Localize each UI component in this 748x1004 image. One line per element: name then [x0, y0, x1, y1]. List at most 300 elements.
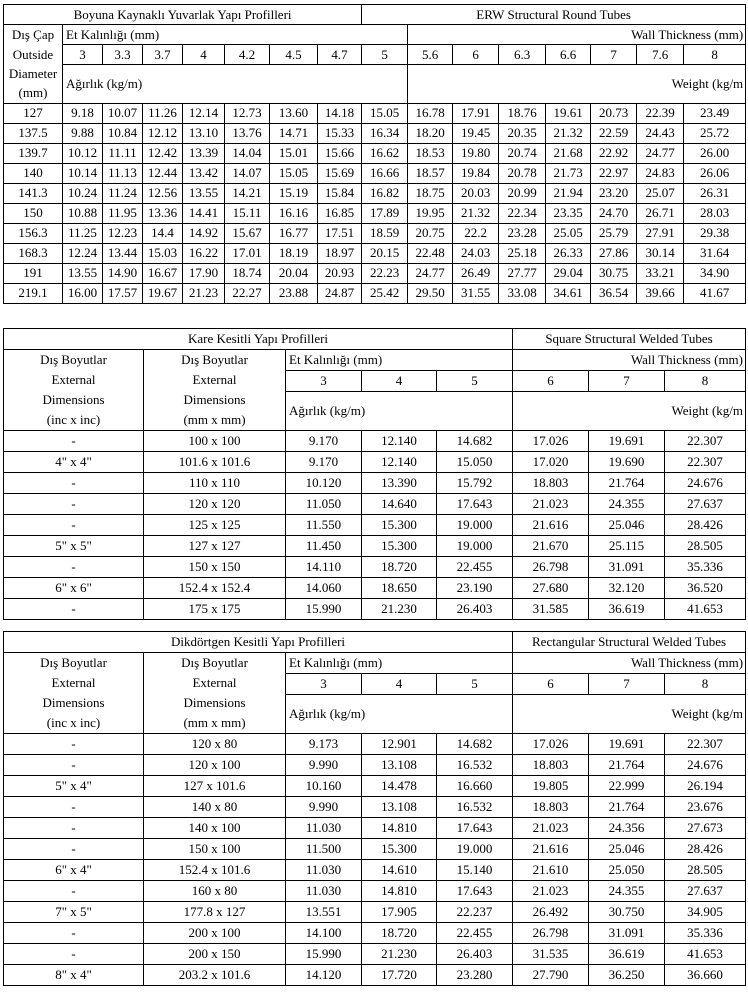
thickness-header-cell: 8 — [665, 674, 746, 695]
square-weight-label-en: Weight (kg/m — [513, 392, 746, 431]
weight-cell: 26.00 — [684, 143, 746, 163]
weight-cell: 12.901 — [362, 734, 437, 755]
weight-cell: 14.478 — [362, 776, 437, 797]
weight-cell: 10.160 — [286, 776, 362, 797]
weight-cell: 25.115 — [589, 536, 665, 557]
weight-cell: 11.24 — [103, 183, 143, 203]
table-row — [4, 734, 746, 755]
header-line: (mm x mm) — [183, 715, 246, 730]
weight-cell: 29.50 — [408, 283, 453, 303]
weight-cell: 15.67 — [225, 223, 270, 243]
weight-cell: 14.682 — [437, 431, 513, 452]
table-row — [4, 163, 746, 183]
weight-cell: 27.673 — [665, 818, 746, 839]
weight-cell: 17.643 — [437, 881, 513, 902]
header-line: (mm x mm) — [183, 412, 246, 427]
weight-cell: 9.173 — [286, 734, 362, 755]
weight-cell: 18.650 — [362, 578, 437, 599]
weight-cell: 24.70 — [591, 203, 637, 223]
mm-dimension-cell: 200 x 100 — [144, 923, 286, 944]
weight-cell: 15.33 — [318, 123, 362, 143]
od-label-line: Diameter — [4, 65, 63, 84]
outside-diameter-cell: 139.7 — [4, 143, 63, 163]
weight-cell: 13.60 — [270, 103, 318, 123]
thickness-header-cell: 4.2 — [225, 45, 270, 65]
weight-cell: 23.35 — [546, 203, 591, 223]
weight-cell: 36.250 — [589, 965, 665, 986]
rect-weight-label-tr: Ağırlık (kg/m) — [286, 695, 513, 734]
outside-diameter-cell: 137.5 — [4, 123, 63, 143]
weight-cell: 30.14 — [637, 243, 684, 263]
weight-cell: 26.71 — [637, 203, 684, 223]
weight-cell: 10.14 — [63, 163, 103, 183]
round-weight-label-en: Weight (kg/m — [408, 65, 746, 104]
weight-cell: 23.28 — [499, 223, 546, 243]
outside-diameter-cell: 191 — [4, 263, 63, 283]
weight-cell: 19.84 — [453, 163, 499, 183]
rect-thickness-label-tr: Et Kalınlığı (mm) — [286, 653, 513, 674]
round-thickness-label-en: Wall Thickness (mm) — [408, 25, 746, 45]
weight-cell: 12.140 — [362, 431, 437, 452]
weight-cell: 22.237 — [437, 902, 513, 923]
rect-thickness-label-en: Wall Thickness (mm) — [513, 653, 746, 674]
weight-cell: 16.660 — [437, 776, 513, 797]
inch-dimension-cell: - — [4, 557, 144, 578]
weight-cell: 15.990 — [286, 599, 362, 620]
square-thickness-label-tr: Et Kalınlığı (mm) — [286, 350, 513, 371]
weight-cell: 21.023 — [513, 818, 589, 839]
inch-dimension-cell: - — [4, 494, 144, 515]
inch-dimension-cell: 5" x 5" — [4, 536, 144, 557]
weight-cell: 24.356 — [589, 818, 665, 839]
inch-dimension-cell: 8" x 4" — [4, 965, 144, 986]
weight-cell: 15.300 — [362, 839, 437, 860]
weight-cell: 29.38 — [684, 223, 746, 243]
weight-cell: 26.403 — [437, 599, 513, 620]
weight-cell: 25.050 — [589, 860, 665, 881]
weight-cell: 17.720 — [362, 965, 437, 986]
weight-cell: 21.73 — [546, 163, 591, 183]
weight-cell: 17.026 — [513, 431, 589, 452]
weight-cell: 19.691 — [589, 431, 665, 452]
weight-cell: 15.300 — [362, 515, 437, 536]
weight-cell: 14.90 — [103, 263, 143, 283]
inch-dimension-cell: - — [4, 818, 144, 839]
weight-cell: 21.764 — [589, 797, 665, 818]
weight-cell: 25.05 — [546, 223, 591, 243]
weight-cell: 26.798 — [513, 557, 589, 578]
weight-cell: 25.42 — [362, 283, 408, 303]
weight-cell: 11.500 — [286, 839, 362, 860]
weight-cell: 15.792 — [437, 473, 513, 494]
table-row — [4, 902, 746, 923]
weight-cell: 14.100 — [286, 923, 362, 944]
weight-cell: 22.307 — [665, 452, 746, 473]
weight-cell: 19.691 — [589, 734, 665, 755]
mm-dimension-cell: 177.8 x 127 — [144, 902, 286, 923]
mm-dimension-cell: 120 x 120 — [144, 494, 286, 515]
table-row — [4, 452, 746, 473]
rectangular-tubes-table — [3, 631, 746, 986]
weight-cell: 14.110 — [286, 557, 362, 578]
weight-cell: 15.19 — [270, 183, 318, 203]
weight-cell: 22.455 — [437, 923, 513, 944]
weight-cell: 11.550 — [286, 515, 362, 536]
weight-cell: 14.04 — [225, 143, 270, 163]
table-row — [4, 881, 746, 902]
table-row — [4, 143, 746, 163]
weight-cell: 20.15 — [362, 243, 408, 263]
weight-cell: 20.04 — [270, 263, 318, 283]
weight-cell: 19.95 — [408, 203, 453, 223]
rect-weight-label-en: Weight (kg/m — [513, 695, 746, 734]
weight-cell: 18.803 — [513, 755, 589, 776]
weight-cell: 35.336 — [665, 557, 746, 578]
weight-cell: 20.73 — [591, 103, 637, 123]
weight-cell: 16.82 — [362, 183, 408, 203]
outside-diameter-cell: 150 — [4, 203, 63, 223]
mm-dimension-cell: 152.4 x 101.6 — [144, 860, 286, 881]
weight-cell: 18.57 — [408, 163, 453, 183]
weight-cell: 25.79 — [591, 223, 637, 243]
weight-cell: 12.24 — [63, 243, 103, 263]
weight-cell: 22.455 — [437, 557, 513, 578]
weight-cell: 11.25 — [63, 223, 103, 243]
weight-cell: 21.94 — [546, 183, 591, 203]
weight-cell: 36.619 — [589, 944, 665, 965]
weight-cell: 15.84 — [318, 183, 362, 203]
weight-cell: 21.230 — [362, 944, 437, 965]
weight-cell: 32.120 — [589, 578, 665, 599]
header-line: Dimensions — [42, 695, 105, 710]
weight-cell: 12.73 — [225, 103, 270, 123]
round-title-tr: Boyuna Kaynaklı Yuvarlak Yapı Profilleri — [4, 5, 362, 25]
weight-cell: 11.11 — [103, 143, 143, 163]
mm-dimension-cell: 120 x 80 — [144, 734, 286, 755]
weight-cell: 18.59 — [362, 223, 408, 243]
weight-cell: 9.170 — [286, 452, 362, 473]
mm-dimension-cell: 127 x 127 — [144, 536, 286, 557]
header-line: Dimensions — [183, 392, 246, 407]
weight-cell: 22.23 — [362, 263, 408, 283]
weight-cell: 27.637 — [665, 494, 746, 515]
inch-dimension-cell: - — [4, 881, 144, 902]
round-title-en: ERW Structural Round Tubes — [362, 5, 746, 25]
mm-dimension-cell: 100 x 100 — [144, 431, 286, 452]
mm-dimension-cell: 175 x 175 — [144, 599, 286, 620]
weight-cell: 18.74 — [225, 263, 270, 283]
weight-cell: 16.77 — [270, 223, 318, 243]
table-row — [4, 797, 746, 818]
weight-cell: 27.91 — [637, 223, 684, 243]
weight-cell: 14.4 — [143, 223, 183, 243]
weight-cell: 17.020 — [513, 452, 589, 473]
weight-cell: 31.091 — [589, 557, 665, 578]
weight-cell: 21.764 — [589, 755, 665, 776]
weight-cell: 21.32 — [453, 203, 499, 223]
thickness-header-cell: 5 — [362, 45, 408, 65]
thickness-header-cell: 5 — [437, 371, 513, 392]
weight-cell: 11.26 — [143, 103, 183, 123]
inch-dimension-cell: - — [4, 797, 144, 818]
weight-cell: 17.90 — [183, 263, 225, 283]
weight-cell: 19.690 — [589, 452, 665, 473]
weight-cell: 14.21 — [225, 183, 270, 203]
weight-cell: 13.36 — [143, 203, 183, 223]
table-row — [4, 860, 746, 881]
mm-dimension-cell: 150 x 100 — [144, 839, 286, 860]
weight-cell: 19.67 — [143, 283, 183, 303]
outside-diameter-cell: 141.3 — [4, 183, 63, 203]
inch-dimension-cell: 5" x 4" — [4, 776, 144, 797]
weight-cell: 13.390 — [362, 473, 437, 494]
mm-dimension-cell: 125 x 125 — [144, 515, 286, 536]
weight-cell: 20.74 — [499, 143, 546, 163]
inch-dimension-cell: - — [4, 734, 144, 755]
header-line: Dış Boyutlar — [40, 655, 107, 670]
weight-cell: 15.69 — [318, 163, 362, 183]
weight-cell: 36.520 — [665, 578, 746, 599]
square-title-tr: Kare Kesitli Yapı Profilleri — [4, 329, 513, 350]
thickness-header-cell: 6 — [513, 371, 589, 392]
inch-dimension-cell: 6" x 6" — [4, 578, 144, 599]
weight-cell: 15.11 — [225, 203, 270, 223]
inch-dimension-cell: - — [4, 431, 144, 452]
table-row — [4, 599, 746, 620]
weight-cell: 20.93 — [318, 263, 362, 283]
table-row — [4, 755, 746, 776]
weight-cell: 19.80 — [453, 143, 499, 163]
thickness-header-cell: 3 — [63, 45, 103, 65]
weight-cell: 18.19 — [270, 243, 318, 263]
header-line: Dış Boyutlar — [181, 352, 248, 367]
weight-cell: 12.23 — [103, 223, 143, 243]
weight-cell: 22.39 — [637, 103, 684, 123]
weight-cell: 26.492 — [513, 902, 589, 923]
header-line: External — [51, 372, 96, 387]
weight-cell: 14.71 — [270, 123, 318, 143]
table-row — [4, 578, 746, 599]
weight-cell: 19.000 — [437, 536, 513, 557]
weight-cell: 28.03 — [684, 203, 746, 223]
mm-dimension-cell: 110 x 110 — [144, 473, 286, 494]
table-row — [4, 818, 746, 839]
weight-cell: 28.426 — [665, 515, 746, 536]
weight-cell: 22.34 — [499, 203, 546, 223]
thickness-header-cell: 7.6 — [637, 45, 684, 65]
weight-cell: 28.505 — [665, 536, 746, 557]
weight-cell: 12.140 — [362, 452, 437, 473]
inch-dimension-cell: 6" x 4" — [4, 860, 144, 881]
table-row — [4, 283, 746, 303]
weight-cell: 23.49 — [684, 103, 746, 123]
weight-cell: 14.810 — [362, 881, 437, 902]
weight-cell: 16.00 — [63, 283, 103, 303]
weight-cell: 12.12 — [143, 123, 183, 143]
weight-cell: 17.89 — [362, 203, 408, 223]
weight-cell: 12.56 — [143, 183, 183, 203]
weight-cell: 9.170 — [286, 431, 362, 452]
thickness-header-cell: 6.6 — [546, 45, 591, 65]
table-row — [4, 473, 746, 494]
weight-cell: 15.66 — [318, 143, 362, 163]
weight-cell: 35.336 — [665, 923, 746, 944]
rect-dim-mm-header — [144, 653, 286, 734]
weight-cell: 28.505 — [665, 860, 746, 881]
table-row — [4, 223, 746, 243]
weight-cell: 18.803 — [513, 797, 589, 818]
weight-cell: 23.676 — [665, 797, 746, 818]
weight-cell: 13.55 — [183, 183, 225, 203]
square-thickness-label-en: Wall Thickness (mm) — [513, 350, 746, 371]
inch-dimension-cell: 7" x 5" — [4, 902, 144, 923]
header-line: (inc x inc) — [46, 412, 101, 427]
weight-cell: 12.42 — [143, 143, 183, 163]
od-label-line: (mm) — [4, 84, 63, 104]
weight-cell: 27.790 — [513, 965, 589, 986]
weight-cell: 41.653 — [665, 599, 746, 620]
weight-cell: 11.13 — [103, 163, 143, 183]
weight-cell: 14.060 — [286, 578, 362, 599]
rect-dim-inch-header — [4, 653, 144, 734]
thickness-header-cell: 6 — [513, 674, 589, 695]
weight-cell: 13.76 — [225, 123, 270, 143]
mm-dimension-cell: 120 x 100 — [144, 755, 286, 776]
table-row — [4, 123, 746, 143]
header-line: (inc x inc) — [46, 715, 101, 730]
thickness-header-cell: 4 — [362, 371, 437, 392]
weight-cell: 10.07 — [103, 103, 143, 123]
inch-dimension-cell: - — [4, 839, 144, 860]
weight-cell: 27.77 — [499, 263, 546, 283]
weight-cell: 24.355 — [589, 494, 665, 515]
weight-cell: 21.023 — [513, 494, 589, 515]
weight-cell: 33.08 — [499, 283, 546, 303]
weight-cell: 16.62 — [362, 143, 408, 163]
weight-cell: 24.77 — [637, 143, 684, 163]
weight-cell: 10.24 — [63, 183, 103, 203]
thickness-header-cell: 4 — [362, 674, 437, 695]
table-row — [4, 536, 746, 557]
header-line: External — [51, 675, 96, 690]
thickness-header-cell: 3 — [286, 371, 362, 392]
outside-diameter-cell: 168.3 — [4, 243, 63, 263]
weight-cell: 11.95 — [103, 203, 143, 223]
weight-cell: 24.43 — [637, 123, 684, 143]
weight-cell: 22.92 — [591, 143, 637, 163]
weight-cell: 15.01 — [270, 143, 318, 163]
weight-cell: 13.108 — [362, 755, 437, 776]
od-label-line: Dış Çap — [4, 25, 63, 45]
header-line: Dimensions — [42, 392, 105, 407]
mm-dimension-cell: 160 x 80 — [144, 881, 286, 902]
weight-cell: 29.04 — [546, 263, 591, 283]
weight-cell: 13.108 — [362, 797, 437, 818]
weight-cell: 23.88 — [270, 283, 318, 303]
weight-cell: 36.660 — [665, 965, 746, 986]
weight-cell: 16.67 — [143, 263, 183, 283]
thickness-header-cell: 7 — [591, 45, 637, 65]
round-weight-label-tr: Ağırlık (kg/m) — [63, 65, 408, 104]
weight-cell: 20.03 — [453, 183, 499, 203]
weight-cell: 14.07 — [225, 163, 270, 183]
weight-cell: 24.77 — [408, 263, 453, 283]
thickness-header-cell: 3 — [286, 674, 362, 695]
weight-cell: 18.76 — [499, 103, 546, 123]
rect-title-en: Rectangular Structural Welded Tubes — [513, 632, 746, 653]
weight-cell: 9.18 — [63, 103, 103, 123]
table-row — [4, 263, 746, 283]
mm-dimension-cell: 140 x 80 — [144, 797, 286, 818]
weight-cell: 15.990 — [286, 944, 362, 965]
weight-cell: 18.803 — [513, 473, 589, 494]
weight-cell: 24.83 — [637, 163, 684, 183]
inch-dimension-cell: - — [4, 755, 144, 776]
weight-cell: 9.88 — [63, 123, 103, 143]
weight-cell: 13.39 — [183, 143, 225, 163]
weight-cell: 17.91 — [453, 103, 499, 123]
thickness-header-cell: 8 — [684, 45, 746, 65]
weight-cell: 10.84 — [103, 123, 143, 143]
weight-cell: 25.18 — [499, 243, 546, 263]
weight-cell: 31.091 — [589, 923, 665, 944]
weight-cell: 18.97 — [318, 243, 362, 263]
weight-cell: 20.78 — [499, 163, 546, 183]
weight-cell: 36.54 — [591, 283, 637, 303]
weight-cell: 13.10 — [183, 123, 225, 143]
weight-cell: 14.18 — [318, 103, 362, 123]
weight-cell: 16.66 — [362, 163, 408, 183]
weight-cell: 22.48 — [408, 243, 453, 263]
header-line: Dış Boyutlar — [181, 655, 248, 670]
table-row — [4, 944, 746, 965]
weight-cell: 10.12 — [63, 143, 103, 163]
mm-dimension-cell: 101.6 x 101.6 — [144, 452, 286, 473]
square-weight-label-tr: Ağırlık (kg/m) — [286, 392, 513, 431]
outside-diameter-cell: 140 — [4, 163, 63, 183]
weight-cell: 34.90 — [684, 263, 746, 283]
weight-cell: 13.42 — [183, 163, 225, 183]
weight-cell: 17.026 — [513, 734, 589, 755]
inch-dimension-cell: - — [4, 473, 144, 494]
weight-cell: 25.72 — [684, 123, 746, 143]
weight-cell: 30.750 — [589, 902, 665, 923]
table-row — [4, 923, 746, 944]
header-line: Dış Boyutlar — [40, 352, 107, 367]
weight-cell: 15.03 — [143, 243, 183, 263]
weight-cell: 27.680 — [513, 578, 589, 599]
weight-cell: 22.97 — [591, 163, 637, 183]
weight-cell: 26.49 — [453, 263, 499, 283]
weight-cell: 12.14 — [183, 103, 225, 123]
weight-cell: 9.990 — [286, 755, 362, 776]
weight-cell: 15.140 — [437, 860, 513, 881]
weight-cell: 11.030 — [286, 818, 362, 839]
weight-cell: 25.07 — [637, 183, 684, 203]
rect-title-tr: Dikdörtgen Kesitli Yapı Profilleri — [4, 632, 513, 653]
table-row — [4, 494, 746, 515]
weight-cell: 19.805 — [513, 776, 589, 797]
weight-cell: 20.75 — [408, 223, 453, 243]
square-dim-mm-header — [144, 350, 286, 431]
weight-cell: 31.64 — [684, 243, 746, 263]
mm-dimension-cell: 127 x 101.6 — [144, 776, 286, 797]
thickness-header-cell: 6.3 — [499, 45, 546, 65]
weight-cell: 27.86 — [591, 243, 637, 263]
weight-cell: 15.300 — [362, 536, 437, 557]
thickness-header-cell: 4 — [183, 45, 225, 65]
table-row — [4, 965, 746, 986]
